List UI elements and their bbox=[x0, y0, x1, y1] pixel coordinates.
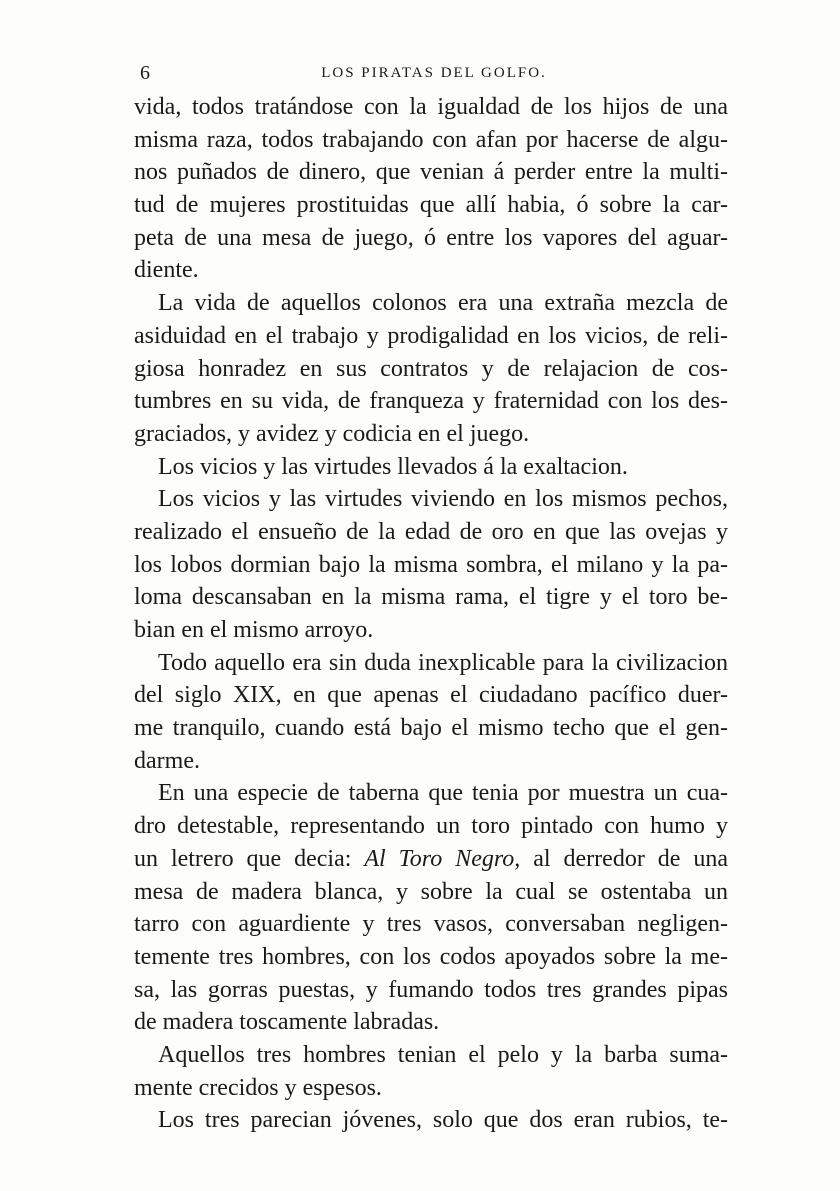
text-line: vida, todos tratándose con la igualdad de los hijos de una bbox=[134, 94, 728, 120]
text-line: tarro con aguardiente y tres vasos, conversaban negligen- bbox=[134, 911, 728, 938]
text-line: mesa de madera blanca, y sobre la cual se ostentaba un bbox=[134, 878, 728, 905]
text-line-with-emphasis bbox=[134, 843, 728, 876]
text-line: de madera toscamente labradas. bbox=[134, 1009, 440, 1036]
text-line: Los vicios y las virtudes viviendo en los mismos pechos, bbox=[158, 486, 728, 513]
text-line: Todo aquello era sin duda inexplicable para la civilizacion bbox=[158, 649, 728, 676]
text-line: En una especie de taberna que tenia por muestra un cua- bbox=[158, 780, 728, 807]
page-number: 6 bbox=[140, 62, 150, 84]
text-line: tumbres en su vida, de franqueza y fraternidad con los des- bbox=[134, 388, 728, 415]
text-line: graciados, y avidez y codicia en el juego. bbox=[134, 420, 530, 447]
text-line: realizado el ensueño de la edad de oro en que las ovejas y bbox=[134, 518, 728, 545]
text-line: Aquellos tres hombres tenian el pelo y la barba suma- bbox=[158, 1041, 728, 1068]
text-line: mente crecidos y espesos. bbox=[134, 1074, 382, 1101]
text-line: giosa honradez en sus contratos y de relajacion de cos- bbox=[134, 355, 728, 382]
text-line: loma descansaban en la misma rama, el tigre y el toro be- bbox=[134, 584, 728, 611]
text-line: sa, las gorras puestas, y fumando todos tres grandes pipas bbox=[134, 976, 728, 1003]
body-text bbox=[134, 91, 728, 1137]
text-line: misma raza, todos trabajando con afan por hacerse de algu- bbox=[134, 126, 728, 153]
text-fragment: un letrero que decia: bbox=[134, 845, 365, 872]
shop-sign-name: Al Toro Negro, bbox=[364, 845, 521, 872]
text-line: bian en el mismo arroyo. bbox=[134, 617, 374, 643]
text-line: del siglo XIX, en que apenas el ciudadano pacífico duer- bbox=[134, 682, 728, 709]
running-title: LOS PIRATAS DEL GOLFO. bbox=[321, 65, 547, 81]
text-fragment: al derredor de una bbox=[520, 845, 729, 872]
page-header bbox=[140, 58, 728, 88]
text-line: Los vicios y las virtudes llevados á la exaltacion. bbox=[158, 453, 628, 480]
text-line: asiduidad en el trabajo y prodigalidad en los vicios, de reli- bbox=[134, 322, 728, 349]
text-line: temente tres hombres, con los codos apoyados sobre la me- bbox=[134, 943, 728, 970]
text-line: darme. bbox=[134, 747, 200, 774]
text-line: dro detestable, representando un toro pintado con humo y bbox=[134, 813, 728, 840]
text-line: los lobos dormian bajo la misma sombra, el milano y la pa- bbox=[134, 551, 728, 578]
text-line: Los tres parecian jóvenes, solo que dos eran rubios, te- bbox=[158, 1107, 728, 1134]
text-line: me tranquilo, cuando está bajo el mismo techo que el gen- bbox=[134, 715, 728, 742]
text-line: peta de una mesa de juego, ó entre los vapores del aguar- bbox=[134, 224, 728, 251]
text-line: diente. bbox=[134, 257, 199, 284]
text-line: tud de mujeres prostituidas que allí habia, ó sobre la car- bbox=[134, 192, 728, 219]
text-line: nos puñados de dinero, que venian á perder entre la multi- bbox=[134, 159, 728, 186]
text-line: La vida de aquellos colonos era una extraña mezcla de bbox=[158, 290, 728, 317]
